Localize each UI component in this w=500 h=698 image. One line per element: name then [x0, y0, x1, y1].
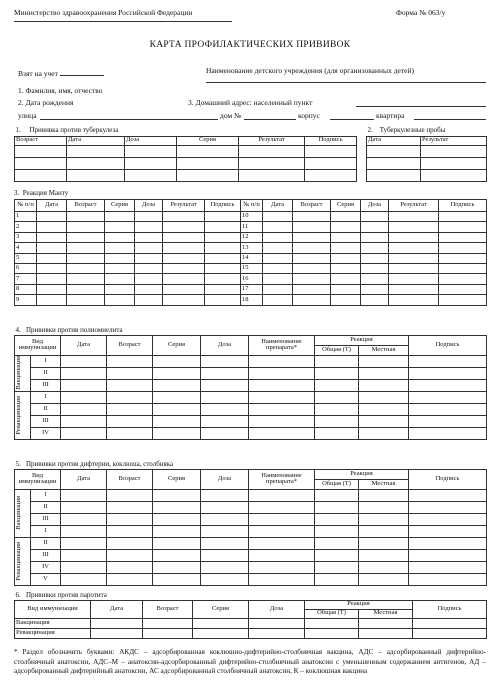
table-row[interactable] [15, 549, 487, 561]
table-row[interactable] [15, 513, 487, 525]
col-signature: Подпись [305, 136, 357, 145]
col-preparation: Наименование препарата* [249, 335, 315, 355]
dose-number: II [31, 501, 61, 513]
mantoux-col-header: Дата [37, 200, 67, 212]
col-dose: Доза [249, 600, 305, 618]
col-age: Возраст [143, 600, 193, 618]
table-row[interactable] [367, 145, 487, 157]
page-title: КАРТА ПРОФИЛАКТИЧЕСКИХ ПРИВИВОК [149, 40, 351, 50]
col-signature: Подпись [409, 469, 487, 489]
mumps-vaccination-table [14, 591, 487, 639]
col-date: Дата [61, 469, 107, 489]
header-rule [14, 21, 232, 22]
table-row[interactable] [15, 355, 487, 367]
table-row[interactable] [15, 284, 487, 294]
row-number: 4 [15, 243, 37, 253]
row-number: 3 [15, 232, 37, 242]
mantoux-col-header: Возраст [67, 200, 105, 212]
col-age: Возраст [15, 136, 67, 145]
col-age: Возраст [107, 469, 153, 489]
col-reaction-local: Местная [359, 609, 413, 618]
house-line[interactable] [244, 119, 296, 120]
mantoux-col-header: Результат [163, 200, 205, 212]
table-row[interactable] [15, 253, 487, 263]
registered-line [60, 67, 104, 76]
mantoux-col-header: Результат [389, 200, 439, 212]
table-row[interactable] [15, 501, 487, 513]
col-signature: Подпись [413, 600, 487, 618]
table-row[interactable] [367, 169, 487, 181]
col-series: Серия [153, 335, 201, 355]
dose-number: I [31, 525, 61, 537]
col-date: Дата [61, 335, 107, 355]
col-dose: Доза [201, 335, 249, 355]
dose-number: II [31, 367, 61, 379]
table-row[interactable] [15, 157, 357, 169]
table-row[interactable] [15, 573, 487, 585]
table-row[interactable] [15, 274, 487, 284]
row-number: 1 [15, 212, 37, 222]
col-dose: Доза [125, 136, 177, 145]
birth-label: 2. Дата рождения [18, 98, 74, 107]
table-row[interactable] [15, 391, 487, 403]
row-number: 8 [15, 284, 37, 294]
tuberculin-tests-table [366, 126, 487, 182]
mantoux-col-header: Серия [105, 200, 135, 212]
row-number: 9 [15, 295, 37, 305]
revaccination-group-label: Ревакцинация [15, 537, 31, 585]
table-row[interactable] [15, 618, 487, 628]
col-reaction-general: Общая (Т) [315, 479, 359, 489]
fio-label: 1. Фамилия, имя, отчество [18, 86, 103, 95]
col-immunization-type: Вид иммунизации [15, 469, 61, 489]
row-number: 17 [241, 284, 263, 294]
table-row[interactable] [15, 628, 487, 638]
col-preparation: Наименование препарата* [249, 469, 315, 489]
mantoux-col-header: Подпись [439, 200, 487, 212]
row-number: 18 [241, 295, 263, 305]
col-series: Серия [153, 469, 201, 489]
col-result: Результат [239, 136, 305, 145]
mantoux-table [14, 199, 487, 306]
section-2-title: 2. Туберкулезные пробы [367, 126, 487, 136]
col-reaction-general: Общая (Т) [315, 345, 359, 355]
dose-number: IV [31, 561, 61, 573]
col-signature: Подпись [409, 335, 487, 355]
dose-number: I [31, 489, 61, 501]
row-label-vaccination: Вакцинация [15, 618, 91, 628]
row-number: 7 [15, 274, 37, 284]
mantoux-col-header: Возраст [293, 200, 331, 212]
vaccination-group-label: Вакцинация [15, 355, 31, 391]
col-reaction-local: Местная [359, 345, 409, 355]
footnote: * Раздел обозначить буквами: АКДС – адсорбированная коклюшно-дифтерийно-столбнячная вакцина, АДС – адсорбированный дифтерийно-столбнячный анатоксин, АДС–М – анатоксин-адсорбированный дифтерийно-столбнячный анатоксин с уменьшенным содержанием антигенов, АД – адсорбированный дифтерийный анатоксин, АС адсорбированный столбнячный анатоксин, К – коклюшная вакцина [14, 648, 486, 676]
dose-number: IV [31, 427, 61, 439]
table-row[interactable] [15, 525, 487, 537]
building-line[interactable] [330, 119, 374, 120]
dose-number: III [31, 549, 61, 561]
row-label-revaccination: Ревакцинация [15, 628, 91, 638]
section-6-title: 6. Прививки против паротита [15, 591, 487, 600]
table-row[interactable] [15, 367, 487, 379]
mantoux-col-header: Доза [361, 200, 389, 212]
col-date: Дата [91, 600, 143, 618]
table-row[interactable] [15, 403, 487, 415]
tuberculosis-vaccination-table [14, 126, 357, 182]
mantoux-col-header: № п/п [241, 200, 263, 212]
col-reaction-general: Общая (Т) [305, 609, 359, 618]
street-label: улица [18, 111, 37, 120]
col-age: Возраст [107, 335, 153, 355]
row-number: 13 [241, 243, 263, 253]
row-number: 16 [241, 274, 263, 284]
mantoux-col-header: Серия [331, 200, 361, 212]
street-line[interactable] [40, 119, 218, 120]
mantoux-col-header: Дата [263, 200, 293, 212]
dose-number: I [31, 391, 61, 403]
row-number: 2 [15, 222, 37, 232]
row-number: 5 [15, 253, 37, 263]
mantoux-col-header: Подпись [205, 200, 241, 212]
mantoux-col-header: № п/п [15, 200, 37, 212]
col-result: Результат [421, 136, 487, 145]
apartment-line[interactable] [414, 119, 486, 120]
row-number: 15 [241, 263, 263, 273]
col-immunization-type: Вид иммунизации [15, 600, 91, 618]
apartment-label: квартира [376, 111, 405, 120]
col-date: Дата [367, 136, 421, 145]
dose-number: I [31, 355, 61, 367]
section-3-title: 3. Реакция Манту [14, 189, 69, 197]
col-series: Серия [177, 136, 239, 145]
form-number: Форма № 063/у [396, 8, 446, 17]
col-reaction-local: Местная [359, 479, 409, 489]
locality-line[interactable] [356, 106, 486, 107]
col-immunization-type: Вид иммунизации [15, 335, 61, 355]
mantoux-col-header: Доза [135, 200, 163, 212]
row-number: 10 [241, 212, 263, 222]
table-row[interactable] [15, 263, 487, 273]
section-1-title: 1. Прививка против туберкулеза [15, 126, 357, 136]
col-series: Серия [193, 600, 249, 618]
col-reaction: Реакция [315, 335, 409, 345]
table-row[interactable] [15, 243, 487, 253]
col-dose: Доза [201, 469, 249, 489]
dose-number: III [31, 415, 61, 427]
polio-vaccination-table [14, 326, 487, 440]
table-row[interactable] [15, 295, 487, 305]
row-number: 6 [15, 263, 37, 273]
table-row[interactable] [15, 212, 487, 222]
col-date: Дата [67, 136, 125, 145]
section-4-title: 4. Прививки против полиомиелита [15, 326, 487, 335]
row-number: 14 [241, 253, 263, 263]
table-row[interactable] [367, 157, 487, 169]
table-row[interactable] [15, 427, 487, 439]
table-row[interactable] [15, 232, 487, 242]
registered-field[interactable] [18, 67, 104, 78]
table-row[interactable] [15, 415, 487, 427]
institution-label: Наименование детского учреждения (для организованных детей) [206, 66, 414, 75]
table-row[interactable] [15, 537, 487, 549]
dtp-vaccination-table [14, 460, 487, 586]
institution-line[interactable] [206, 82, 486, 83]
dose-number: III [31, 379, 61, 391]
col-reaction: Реакция [305, 600, 413, 609]
building-label: корпус [298, 111, 320, 120]
dose-number: V [31, 573, 61, 585]
section-5-title: 5. Прививки против дифтерии, коклюша, столбняка [15, 460, 487, 469]
table-row[interactable] [15, 222, 487, 232]
vaccination-group-label: Вакцинация [15, 489, 31, 537]
table-row[interactable] [15, 145, 357, 157]
address-label: 3. Домашний адрес: населенный пункт [188, 98, 313, 107]
revaccination-group-label: Ревакцинация [15, 391, 31, 439]
registered-label: Взят на учет [18, 69, 58, 78]
table-row[interactable] [15, 169, 357, 181]
row-number: 11 [241, 222, 263, 232]
dose-number: II [31, 403, 61, 415]
table-row[interactable] [15, 561, 487, 573]
col-reaction: Реакция [315, 469, 409, 479]
house-label: дом № [220, 111, 242, 120]
dose-number: III [31, 513, 61, 525]
table-row[interactable] [15, 379, 487, 391]
row-number: 12 [241, 232, 263, 242]
dose-number: II [31, 537, 61, 549]
table-row[interactable] [15, 489, 487, 501]
ministry-name: Министерство здравоохранения Российской Федерации [14, 8, 193, 17]
